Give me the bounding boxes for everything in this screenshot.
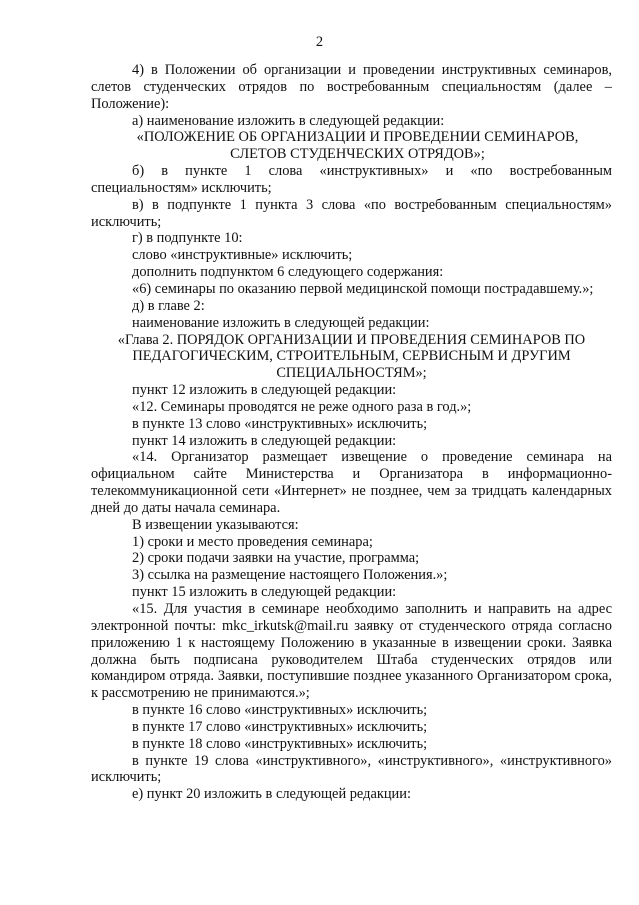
page-number: 2 <box>315 34 324 50</box>
list-item-2: 2) сроки подачи заявки на участие, программа; <box>132 550 420 567</box>
paragraph-g-1: слово «инструктивные» исключить; <box>132 247 353 264</box>
paragraph-a: а) наименование изложить в следующей редакции: <box>132 112 445 129</box>
paragraph-v: в) в подпункте 1 пункта 3 слова «по востребованным специальностям» исключить; <box>91 196 612 230</box>
list-item-3: 3) ссылка на размещение настоящего Положения.»; <box>132 567 448 584</box>
heading-chapter-2: «Глава 2. ПОРЯДОК ОРГАНИЗАЦИИ И ПРОВЕДЕНИЯ СЕМИНАРОВ ПО ПЕДАГОГИЧЕСКИМ, СТРОИТЕЛЬНЫМ, СЕРВИСНЫМ И ДРУГИМ СПЕЦИАЛЬНОСТЯМ»; <box>117 331 586 382</box>
paragraph-4: 4) в Положении об организации и проведении инструктивных семинаров, слетов студенческих отрядов по востребованным специальностям (далее – Положение): <box>91 62 612 112</box>
paragraph-g-3: «6) семинары по оказанию первой медицинской помощи пострадавшему.»; <box>132 280 594 297</box>
document-body <box>91 62 612 803</box>
paragraph-g-2: дополнить подпунктом 6 следующего содержания: <box>132 264 444 281</box>
paragraph-d: д) в главе 2: <box>132 297 205 314</box>
paragraph-e: е) пункт 20 изложить в следующей редакции: <box>132 786 411 803</box>
paragraph-d-2: пункт 12 изложить в следующей редакции: <box>132 382 397 399</box>
paragraph-d-11: в пункте 17 слово «инструктивных» исключить; <box>132 718 428 735</box>
paragraph-d-3: «12. Семинары проводятся не реже одного раза в год.»; <box>132 398 472 415</box>
paragraph-d-12: в пункте 18 слово «инструктивных» исключить; <box>132 735 428 752</box>
list-item-1: 1) сроки и место проведения семинара; <box>132 533 373 550</box>
paragraph-d-7: В извещении указываются: <box>132 516 299 533</box>
paragraph-d-6: «14. Организатор размещает извещение о проведение семинара на официальном сайте Министерства и Организатора в информационно-телекоммуникационной сети «Интернет» не позднее, чем за тридцать календарных дней до даты начала семинара. <box>91 449 612 516</box>
paragraph-d-13: в пункте 19 слова «инструктивного», «инструктивного», «инструктивного» исключить; <box>91 752 612 786</box>
paragraph-d-8: пункт 15 изложить в следующей редакции: <box>132 584 397 601</box>
paragraph-b: б) в пункте 1 слова «инструктивных» и «по востребованным специальностям» исключить; <box>91 163 612 196</box>
paragraph-d-1: наименование изложить в следующей редакции: <box>132 314 430 331</box>
paragraph-d-4: в пункте 13 слово «инструктивных» исключить; <box>132 415 428 432</box>
heading-polozhenie: «ПОЛОЖЕНИЕ ОБ ОРГАНИЗАЦИИ И ПРОВЕДЕНИИ СЕМИНАРОВ, СЛЕТОВ СТУДЕНЧЕСКИХ ОТРЯДОВ»; <box>136 129 579 163</box>
paragraph-d-10: в пункте 16 слово «инструктивных» исключить; <box>132 702 428 719</box>
paragraph-d-5: пункт 14 изложить в следующей редакции: <box>132 432 397 449</box>
paragraph-d-9: «15. Для участия в семинаре необходимо заполнить и направить на адрес электронной почты: mkc_irkutsk@mail.ru заявку от студенческого отряда согласно приложению 1 к настоящему Положению в указанные в извещении сроки. Заявка должна быть подписана руководителем Штаба студенческих отрядов или командиром отряда. Заявки, поступившие позднее указанного Организатором срока, к рассмотрению не принимаются.»; <box>91 601 612 702</box>
paragraph-g: г) в подпункте 10: <box>132 230 243 247</box>
